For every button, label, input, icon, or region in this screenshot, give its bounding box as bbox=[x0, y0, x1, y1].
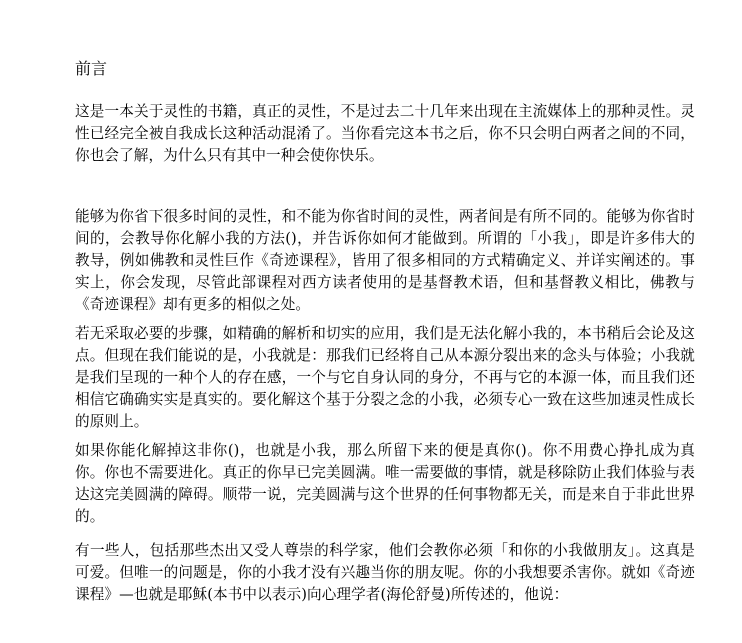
paragraph-4: 如果你能化解掉这非你()，也就是小我，那么所留下来的便是真你()。你不用费心挣扎成为真你。你也不需要进化。真正的你早已完美圆满。唯一需要做的事情，就是移除防止我们体验与表达这完美圆满的障碍。顺带一说，完美圆满与这个世界的任何事物都无关，而是来自于非此世界的。 bbox=[75, 442, 695, 525]
paragraph-1: 这是一本关于灵性的书籍，真正的灵性，不是过去二十几年来出现在主流媒体上的那种灵性。灵性已经完全被自我成长这种活动混淆了。当你看完这本书之后，你不只会明白两者之间的不同，你也会了解，为什么只有其中一种会使你快乐。 bbox=[75, 103, 695, 164]
chapter-heading: 前言 bbox=[75, 59, 108, 78]
paragraph-3: 若无采取必要的步骤，如精确的解析和切实的应用，我们是无法化解小我的，本书稍后会论及这点。但现在我们能说的是，小我就是：那我们已经将自己从本源分裂出来的念头与体验；小我就是我们呈现的一种个人的存在感，一个与它自身认同的身分，不再与它的本源一体，而且我们还相信它确确实实是真实的。要化解这个基于分裂之念的小我，必须专心一致在这些加速灵性成长的原则上。 bbox=[75, 325, 695, 430]
paragraph-5: 有一些人，包括那些杰出又受人尊崇的科学家，他们会教你必须「和你的小我做朋友」。这真是可爱。但唯一的问题是，你的小我才没有兴趣当你的朋友呢。你的小我想要杀害你。就如《奇迹课程》—也就是耶稣(本书中以表示)向心理学者(海伦舒曼)所传述的，他说： bbox=[75, 542, 695, 603]
paragraph-2: 能够为你省下很多时间的灵性，和不能为你省时间的灵性，两者间是有所不同的。能够为你省时间的，会教导你化解小我的方法()，并告诉你如何才能做到。所谓的「小我」，即是许多伟大的教导，例如佛教和灵性巨作《奇迹课程》，皆用了很多相同的方式精确定义、并详实阐述的。事实上，你会发现，尽管此部课程对西方读者使用的是基督教术语，但和基督教义相比，佛教与《奇迹课程》却有更多的相似之处。 bbox=[75, 208, 695, 313]
